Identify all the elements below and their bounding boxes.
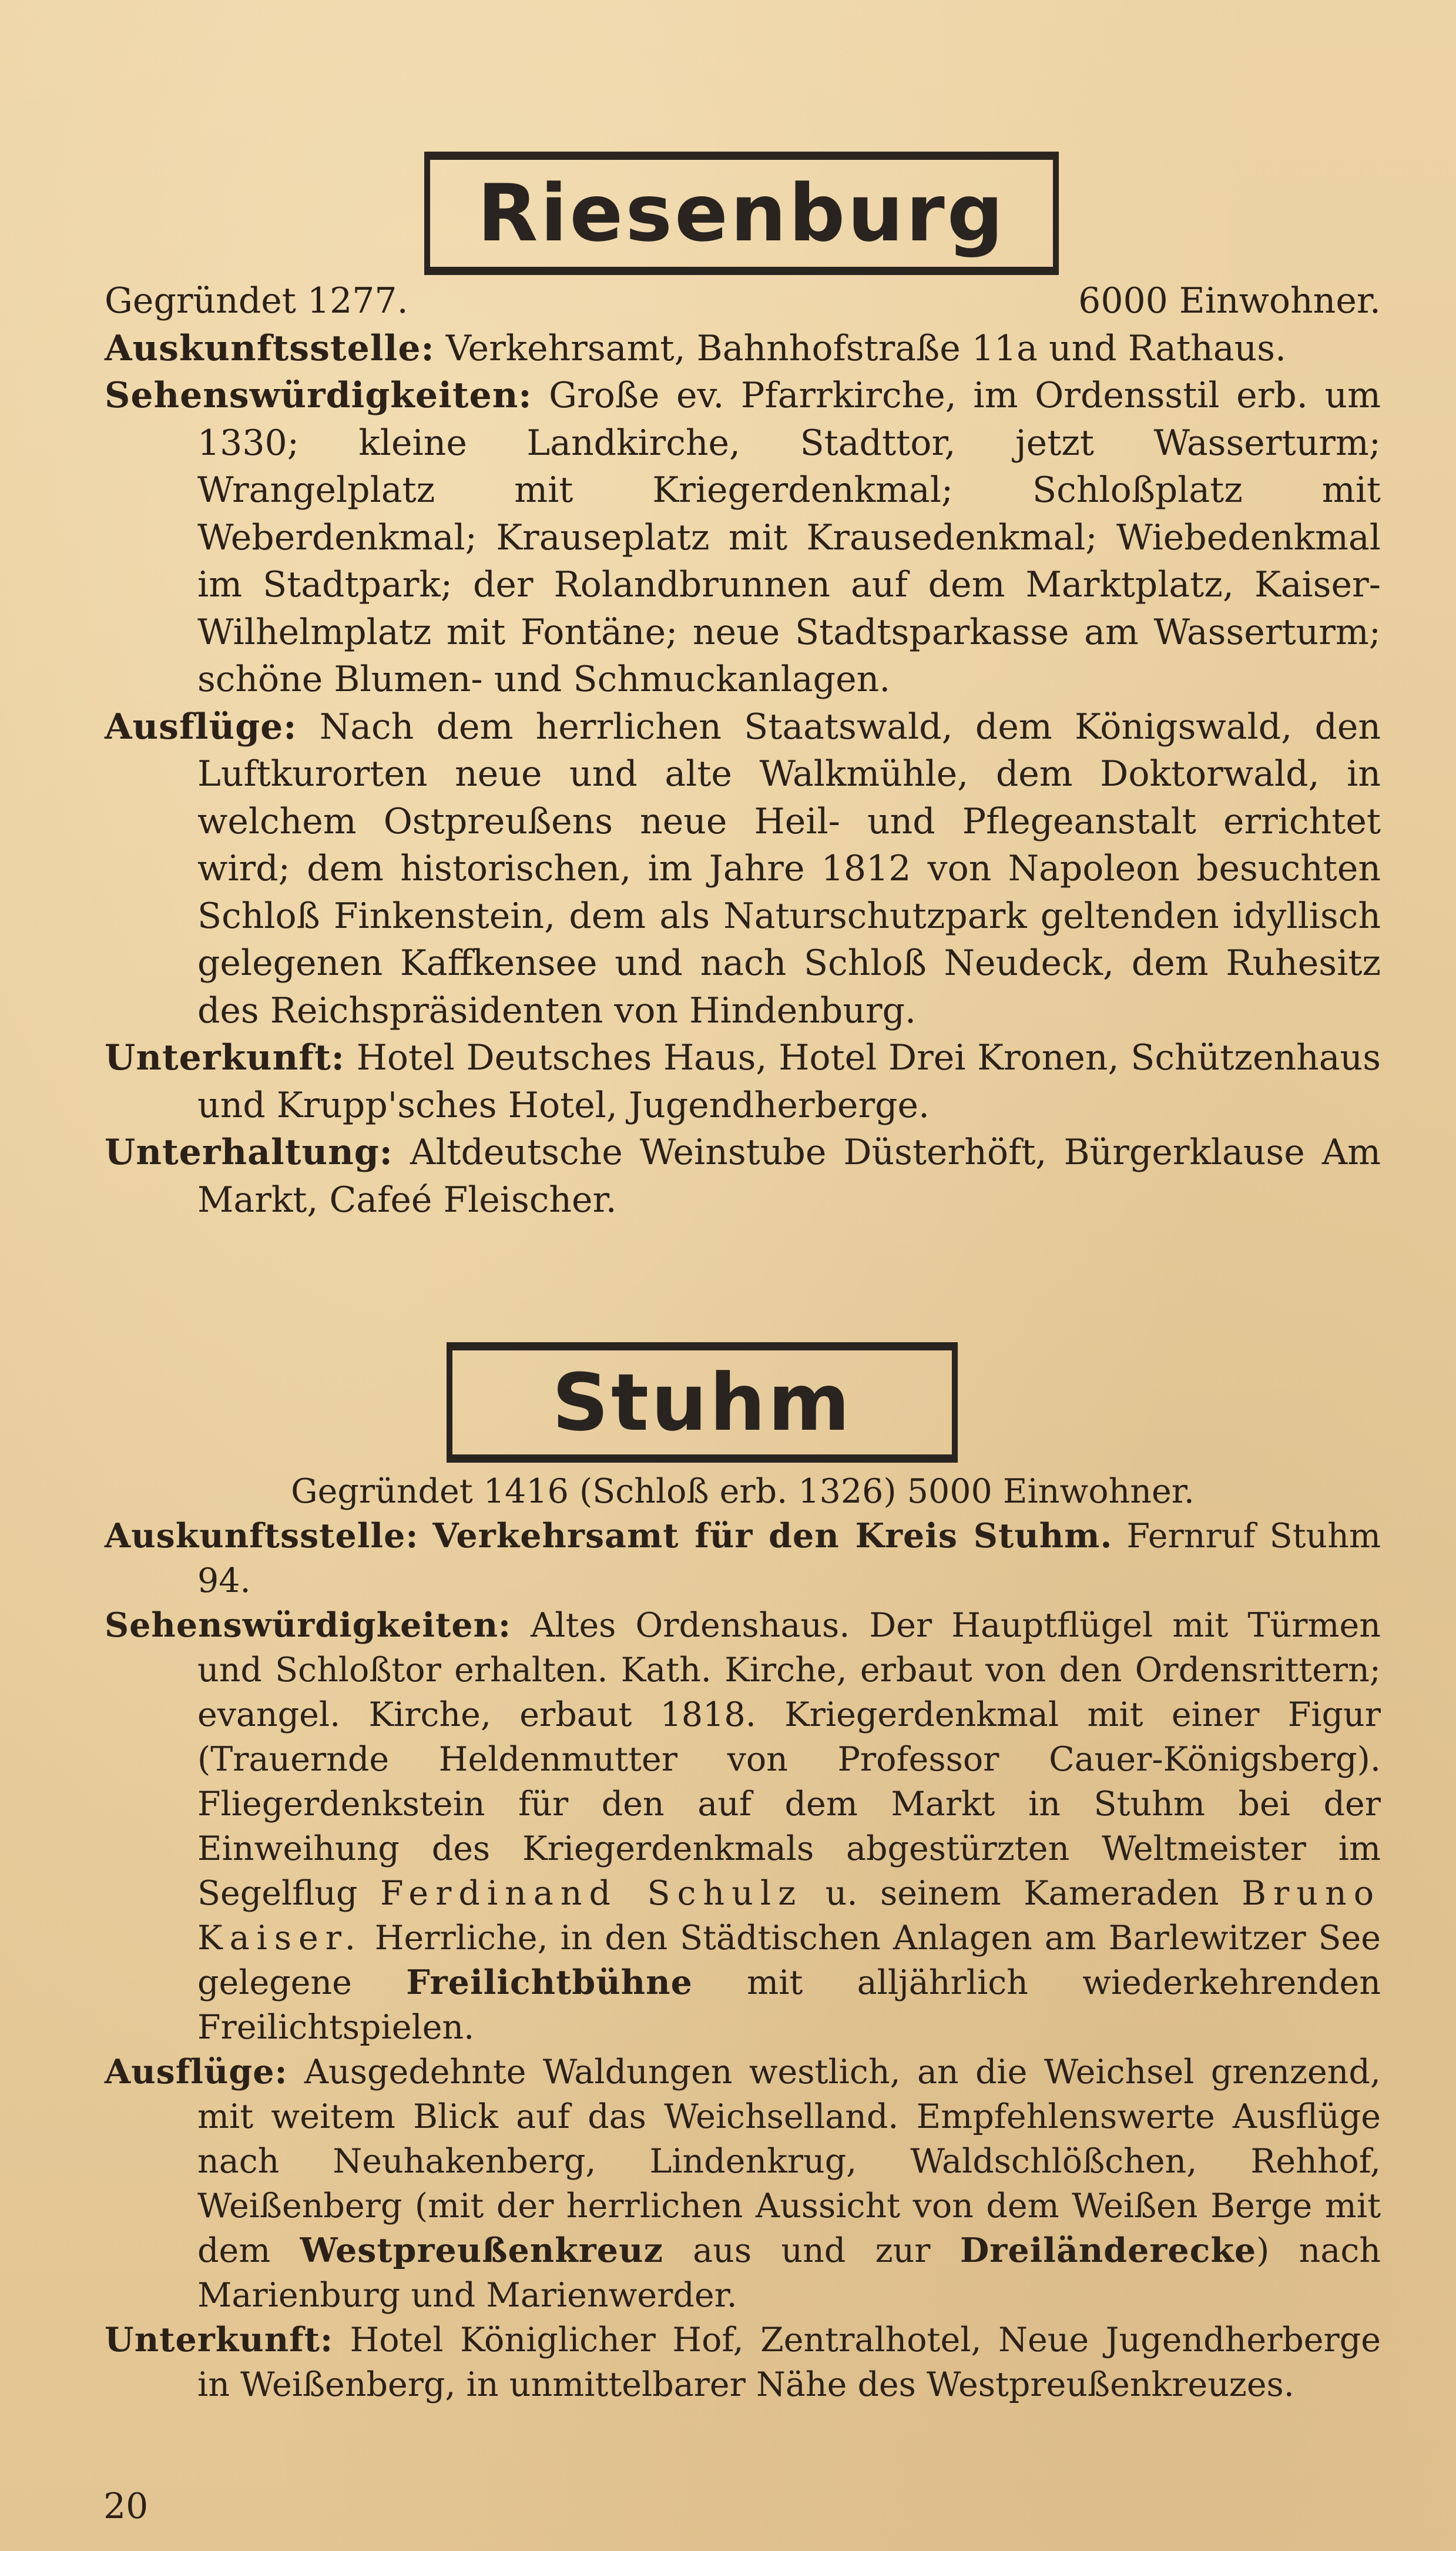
- stuhm-sights-text-3: Herrliche, in den Städtischen Anlagen am Barlewitzer See gelegene: [197, 1919, 1381, 2002]
- stuhm-title: Stuhm: [552, 1356, 853, 1449]
- stuhm-trips-text-2: aus und zur: [693, 2231, 931, 2270]
- riesenburg-lodging-text: Hotel Deutsches Haus, Hotel Drei Kronen, Schützenhaus und Krupp'sches Hotel, Jugendherberge.: [197, 1037, 1381, 1126]
- stuhm-info-text: Fernruf Stuhm 94.: [197, 1517, 1381, 1600]
- stuhm-lodging-entry: [105, 2318, 1381, 2407]
- stuhm-trips-bold-1: Westpreußenkreuz: [300, 2231, 663, 2270]
- stuhm-trips-bold-2: Dreiländerecke: [960, 2231, 1257, 2270]
- stuhm-title-box: [447, 1342, 958, 1463]
- stuhm-trips-text-1: Ausgedehnte Waldungen westlich, an die Weichsel grenzend, mit weitem Blick auf das Weichselland. Empfehlenswerte Ausflüge nach Neuhakenberg, Lindenkrug, Waldschlößchen, Rehhof, Weißenberg (mit der herrlichen Aussicht von dem Weißen Berge mit dem: [197, 2053, 1381, 2270]
- stuhm-section: [105, 1469, 1381, 2407]
- stuhm-founded: Gegründet 1416 (Schloß erb. 1326) 5000 Einwohner.: [291, 1472, 1195, 1511]
- riesenburg-entertainment-entry: [105, 1129, 1381, 1223]
- riesenburg-entertainment-text: Altdeutsche Weinstube Düsterhöft, Bürgerklause Am Markt, Cafeé Fleischer.: [197, 1132, 1381, 1221]
- stuhm-sights-entry: [105, 1603, 1381, 2050]
- stuhm-info-entry: [105, 1514, 1381, 1603]
- riesenburg-trips-text: Nach dem herrlichen Staatswald, dem Königswald, den Luftkurorten neue und alte Walkmühle, dem Doktorwald, in welchem Ostpreußens neue Heil- und Pflegeanstalt errichtet wird; dem historischen, im Jahre 1812 von Napoleon besuchten Schloß Finkenstein, dem als Naturschutzpark geltenden idyllisch gelegenen Kaffkensee und nach Schloß Neudeck, dem Ruhesitz des Reichspräsidenten von Hindenburg.: [197, 706, 1381, 1031]
- riesenburg-sights-text: Große ev. Pfarrkirche, im Ordensstil erb. um 1330; kleine Landkirche, Stadttor, jetzt Wasserturm; Wrangelplatz mit Kriegerdenkmal; Schloßplatz mit Weberdenkmal; Krauseplatz mit Krausedenkmal; Wiebedenkmal im Stadtpark; der Rolandbrunnen auf dem Marktplatz, Kaiser-Wilhelmplatz mit Fontäne; neue Stadtsparkasse am Wasserturm; schöne Blumen- und Schmuckanlagen.: [197, 375, 1381, 700]
- riesenburg-founded-row: [105, 277, 1381, 325]
- stuhm-sights-text-2: u. seinem Kameraden: [825, 1874, 1219, 1913]
- riesenburg-trips-label: Ausflüge:: [105, 706, 297, 747]
- stuhm-trips-text-3: ) nach Marienburg und Marienwerder.: [197, 2231, 1381, 2315]
- riesenburg-founded: Gegründet 1277.: [105, 280, 408, 321]
- stuhm-sights-name-1: Ferdinand Schulz: [380, 1874, 803, 1913]
- riesenburg-population: 6000 Einwohner.: [1078, 280, 1381, 321]
- riesenburg-lodging-label: Unterkunft:: [105, 1037, 345, 1078]
- riesenburg-lodging-entry: [105, 1034, 1381, 1129]
- stuhm-info-text-bold: Verkehrsamt für den Kreis Stuhm.: [432, 1516, 1113, 1556]
- stuhm-sights-bold: Freilichtbühne: [406, 1963, 693, 2002]
- riesenburg-entertainment-label: Unterhaltung:: [105, 1132, 393, 1173]
- stuhm-lodging-label: Unterkunft:: [105, 2320, 334, 2359]
- riesenburg-title-box: [424, 152, 1059, 275]
- riesenburg-info-text: Verkehrsamt, Bahnhofstraße 11a und Rathaus.: [445, 327, 1287, 369]
- stuhm-sights-text-1: Altes Ordenshaus. Der Hauptflügel mit Türmen und Schloßtor erhalten. Kath. Kirche, erbaut von den Ordensrittern; evangel. Kirche, erbaut 1818. Kriegerdenkmal mit einer Figur (Trauernde Heldenmutter von Professor Cauer-Königsberg). Fliegerdenkstein für den auf dem Markt in Stuhm bei der Einweihung des Kriegerdenkmals abgestürzten Weltmeister im Segelflug: [197, 1606, 1381, 1913]
- stuhm-info-label: Auskunftsstelle:: [105, 1516, 419, 1556]
- stuhm-trips-entry: [105, 2050, 1381, 2318]
- stuhm-sights-label: Sehenswürdigkeiten:: [105, 1605, 512, 1645]
- riesenburg-trips-entry: [105, 703, 1381, 1035]
- riesenburg-info-entry: [105, 325, 1381, 373]
- riesenburg-section: [105, 277, 1381, 1223]
- page-number: 20: [103, 2486, 149, 2527]
- stuhm-lodging-text: Hotel Königlicher Hof, Zentralhotel, Neue Jugendherberge in Weißenberg, in unmittelbarer Nähe des Westpreußenkreuzes.: [197, 2321, 1381, 2404]
- riesenburg-sights-label: Sehenswürdigkeiten:: [105, 375, 532, 416]
- stuhm-sights-text-4: mit alljährlich wiederkehrenden Freilichtspielen.: [197, 1963, 1381, 2047]
- riesenburg-sights-entry: [105, 372, 1381, 703]
- stuhm-trips-label: Ausflüge:: [105, 2052, 288, 2091]
- stuhm-sights-name-2: Bruno Kaiser.: [197, 1874, 1381, 1957]
- riesenburg-info-label: Auskunftsstelle:: [105, 327, 435, 369]
- riesenburg-title: Riesenburg: [477, 167, 1006, 259]
